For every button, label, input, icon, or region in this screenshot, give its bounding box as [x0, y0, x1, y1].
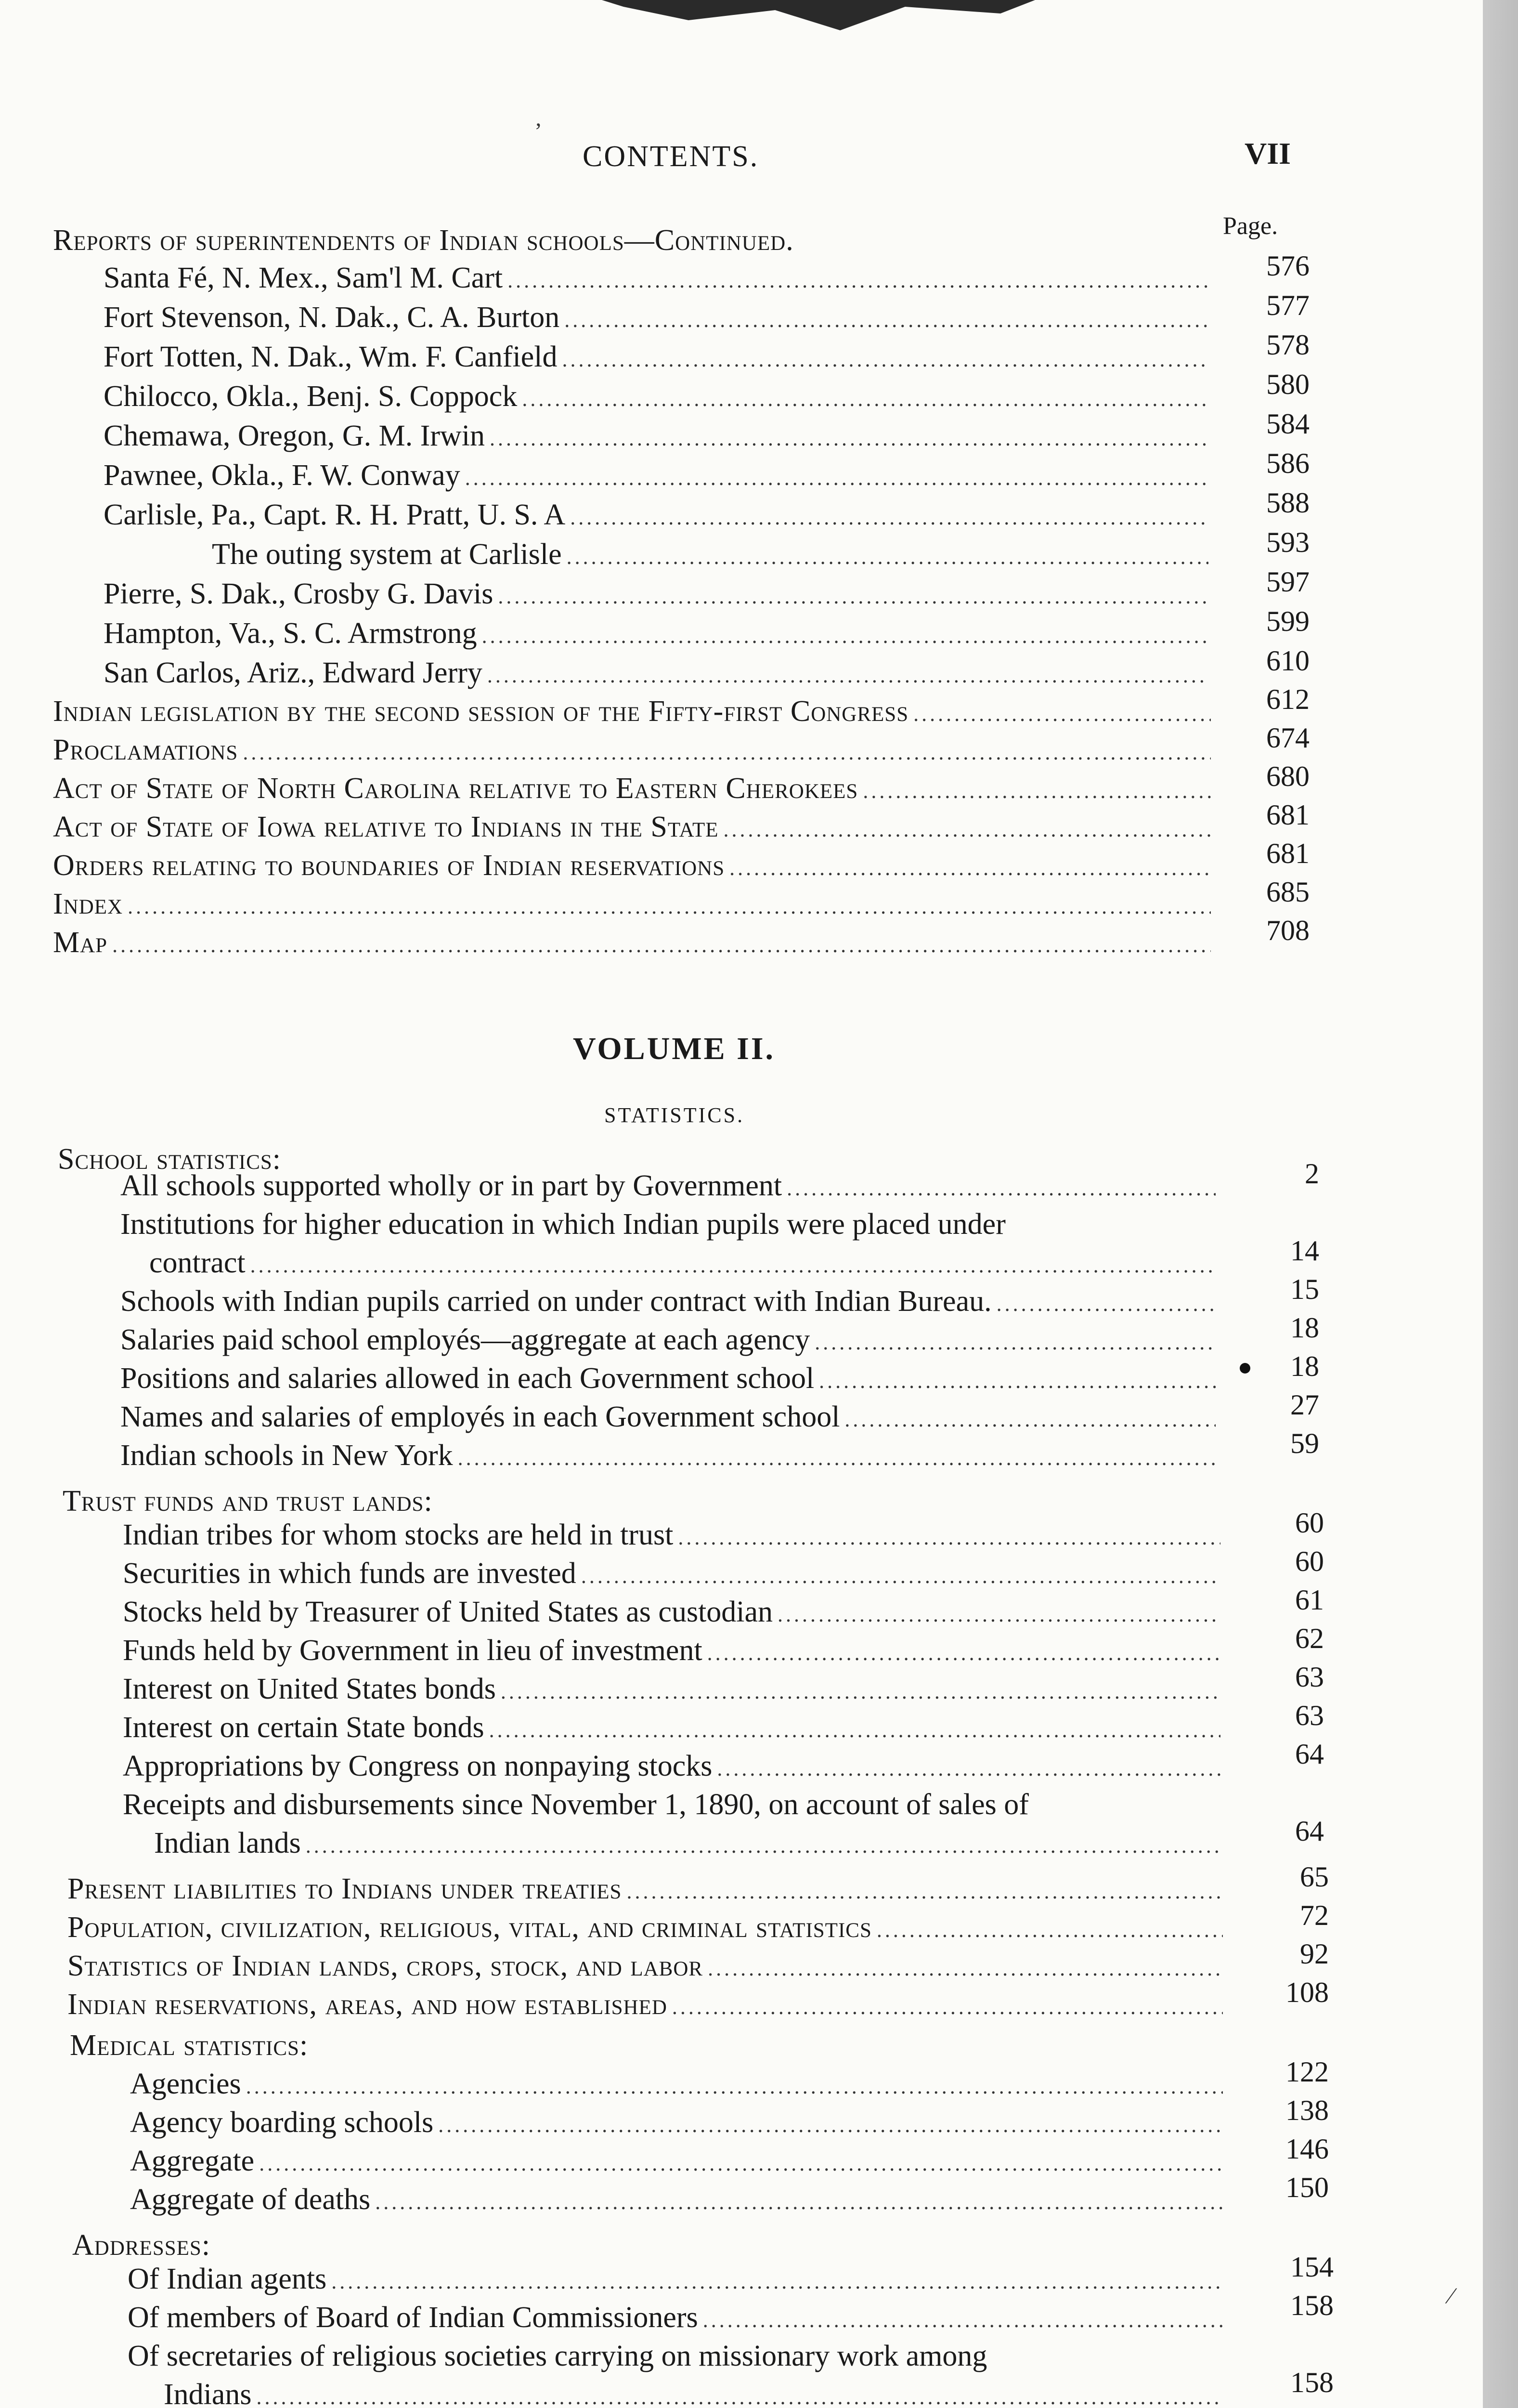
toc-page-number: 593	[1266, 526, 1310, 558]
toc-entry	[104, 300, 1213, 335]
toc-entry	[120, 1438, 1220, 1473]
toc-page-number: 681	[1266, 838, 1310, 869]
dot-leader	[678, 1525, 1220, 1551]
dot-leader	[246, 2074, 1223, 2100]
ink-mark: ’	[534, 118, 542, 144]
dot-leader	[570, 505, 1208, 531]
toc-page-number: 612	[1266, 683, 1310, 715]
dot-leader	[259, 2151, 1223, 2177]
dot-leader	[723, 817, 1211, 843]
toc-entry-label: Interest on certain State bonds	[123, 1711, 484, 1744]
dot-leader	[562, 347, 1208, 373]
dot-leader	[498, 584, 1208, 610]
dot-leader	[708, 1956, 1223, 1982]
toc-page-number: 14	[1290, 1235, 1319, 1267]
toc-page-number: 586	[1266, 447, 1310, 479]
toc-entry-label: Fort Stevenson, N. Dak., C. A. Burton	[104, 301, 560, 334]
toc-entry-label: Of members of Board of Indian Commissioners	[128, 2301, 698, 2334]
toc-entry-label: Aggregate of deaths	[130, 2183, 371, 2216]
section-heading-trust: Trust funds and trust lands:	[63, 1485, 433, 1518]
page-edge-shadow	[1483, 0, 1518, 2408]
toc-entry-label: Act of State of North Carolina relative to Eastern Cherokees	[53, 772, 858, 805]
toc-entry-label: San Carlos, Ariz., Edward Jerry	[104, 656, 482, 689]
toc-entry-label: Indian reservations, areas, and how established	[67, 1988, 667, 2021]
toc-page-number: 708	[1266, 915, 1310, 946]
toc-entry-label: Interest on United States bonds	[123, 1673, 496, 1705]
toc-page-number: 61	[1295, 1584, 1324, 1616]
toc-entry	[128, 2338, 1261, 2374]
toc-entry	[128, 2300, 1228, 2335]
toc-page-number: 610	[1266, 645, 1310, 677]
toc-entry	[104, 260, 1213, 296]
toc-page-number: 597	[1266, 566, 1310, 598]
toc-entry-label: Population, civilization, religious, vital, and criminal statistics	[67, 1911, 872, 1944]
toc-entry-label: Index	[53, 888, 123, 920]
toc-entry	[104, 655, 1213, 691]
toc-entry-label: Funds held by Government in lieu of investment	[123, 1634, 702, 1667]
toc-page-number: 584	[1266, 408, 1310, 440]
toc-page-number: 158	[1290, 2290, 1334, 2321]
toc-entry-label: Santa Fé, N. Mex., Sam'l M. Cart	[104, 262, 503, 294]
dot-leader	[581, 1564, 1220, 1589]
toc-entry	[104, 418, 1213, 454]
toc-page-number: 60	[1295, 1545, 1324, 1577]
running-head: CONTENTS.	[583, 140, 759, 173]
dot-leader	[997, 1292, 1216, 1317]
toc-page-number: 588	[1266, 487, 1310, 519]
toc-page-number: 122	[1285, 2056, 1329, 2088]
toc-page-number: 72	[1300, 1899, 1329, 1931]
toc-entry-label: Hampton, Va., S. C. Armstrong	[104, 617, 477, 650]
dot-leader	[913, 702, 1211, 727]
toc-page-number: 18	[1290, 1312, 1319, 1344]
toc-entry-label: Securities in which funds are invested	[123, 1557, 576, 1590]
toc-entry-label: Agencies	[130, 2068, 241, 2100]
toc-entry-label: Statistics of Indian lands, crops, stock, and labor	[67, 1950, 703, 1982]
dot-leader	[717, 1756, 1220, 1782]
page-column-label: Page.	[1223, 212, 1278, 240]
dot-leader	[819, 1369, 1216, 1394]
toc-entry-label: Schools with Indian pupils carried on under contract with Indian Bureau.	[120, 1285, 992, 1318]
dot-leader	[487, 663, 1208, 689]
toc-entry	[164, 2377, 1228, 2408]
statistics-subtitle: STATISTICS.	[604, 1103, 745, 1127]
dot-leader	[626, 1879, 1223, 1905]
toc-entry-label: Indian schools in New York	[120, 1439, 453, 1472]
toc-entry	[130, 2182, 1228, 2217]
toc-entry-label: contract	[149, 1246, 246, 1279]
toc-page-number: 2	[1305, 1158, 1319, 1190]
toc-entry-label: Chemawa, Oregon, G. M. Irwin	[104, 419, 485, 452]
dot-leader	[489, 1718, 1220, 1743]
section-heading-reports: Reports of superintendents of Indian schools—Continued.	[53, 224, 794, 257]
toc-entry	[53, 886, 1216, 922]
toc-entry	[123, 1748, 1225, 1784]
toc-page-number: 580	[1266, 368, 1310, 400]
dot-leader	[672, 1995, 1223, 2020]
toc-page-number: 599	[1266, 605, 1310, 637]
toc-entry	[120, 1168, 1220, 1204]
toc-entry-label: Carlisle, Pa., Capt. R. H. Pratt, U. S. A	[104, 498, 566, 531]
toc-page-number: 576	[1266, 250, 1310, 282]
toc-entry	[123, 1710, 1225, 1745]
dot-leader	[482, 624, 1208, 649]
toc-entry-label: Pawnee, Okla., F. W. Conway	[104, 459, 460, 492]
dot-leader	[375, 2190, 1223, 2215]
page-folio: VII	[1245, 136, 1291, 170]
dot-leader	[250, 1253, 1216, 1279]
toc-entry	[123, 1671, 1225, 1707]
toc-entry-label: Act of State of Iowa relative to Indians in the State	[53, 811, 719, 843]
toc-page-number: 15	[1290, 1273, 1319, 1305]
toc-entry	[212, 537, 1213, 572]
toc-page-number: 59	[1290, 1427, 1319, 1459]
volume-title: VOLUME II.	[573, 1031, 776, 1066]
toc-entry-label: Indians	[164, 2378, 252, 2408]
dot-leader	[707, 1641, 1220, 1666]
toc-entry-label: All schools supported wholly or in part by Government	[120, 1169, 782, 1202]
toc-entry	[104, 339, 1213, 375]
dot-leader	[438, 2113, 1223, 2138]
toc-page-number: 63	[1295, 1661, 1324, 1693]
toc-entry-label: Agency boarding schools	[130, 2106, 434, 2139]
toc-entry-label: Of Indian agents	[128, 2263, 327, 2295]
toc-page-number: 27	[1290, 1389, 1319, 1421]
toc-page-number: 154	[1290, 2251, 1334, 2283]
toc-entry-label: Appropriations by Congress on nonpaying stocks	[123, 1750, 713, 1782]
toc-page-number: 680	[1266, 760, 1310, 792]
toc-page-number: 64	[1295, 1738, 1324, 1770]
toc-entry	[104, 576, 1213, 612]
toc-page-number: 158	[1290, 2367, 1334, 2398]
toc-entry	[53, 809, 1216, 845]
toc-entry	[53, 925, 1216, 960]
dot-leader	[112, 933, 1211, 958]
toc-entry	[67, 1910, 1228, 1945]
toc-page-number: 578	[1266, 329, 1310, 361]
toc-page-number: 62	[1295, 1623, 1324, 1654]
toc-page-number: 60	[1295, 1507, 1324, 1539]
toc-entry	[154, 1825, 1225, 1861]
section-heading-school-stats: School statistics:	[58, 1143, 282, 1176]
toc-entry-label: Salaries paid school employés—aggregate at each agency	[120, 1323, 810, 1356]
toc-entry	[104, 458, 1213, 493]
toc-entry	[123, 1787, 1261, 1822]
toc-entry	[130, 2105, 1228, 2140]
toc-page-number: 64	[1295, 1815, 1324, 1847]
toc-entry-label: Indian tribes for whom stocks are held in trust	[123, 1518, 674, 1551]
dot-leader	[243, 740, 1211, 766]
toc-entry-label: Proclamations	[53, 733, 238, 766]
toc-entry	[120, 1206, 1261, 1242]
toc-entry	[104, 497, 1213, 533]
dot-leader	[564, 308, 1208, 333]
toc-entry-label: Indian lands	[154, 1827, 301, 1859]
toc-page-number: 138	[1285, 2094, 1329, 2126]
toc-entry	[123, 1594, 1225, 1630]
toc-entry-label: Fort Totten, N. Dak., Wm. F. Canfield	[104, 340, 558, 373]
toc-entry	[130, 2066, 1228, 2102]
dot-leader	[458, 1446, 1216, 1471]
dot-leader	[306, 1833, 1220, 1859]
toc-entry-label: Map	[53, 926, 108, 959]
toc-entry	[67, 1987, 1228, 2022]
dot-leader	[501, 1679, 1220, 1705]
toc-entry-label: Orders relating to boundaries of Indian reservations	[53, 849, 725, 882]
toc-entry	[123, 1556, 1225, 1591]
dot-leader	[331, 2269, 1223, 2295]
toc-entry	[130, 2143, 1228, 2179]
toc-entry	[120, 1283, 1220, 1319]
toc-entry-label: Stocks held by Treasurer of United States as custodian	[123, 1596, 773, 1628]
toc-entry-label: Institutions for higher education in which Indian pupils were placed under	[120, 1208, 1006, 1241]
dot-leader	[844, 1407, 1216, 1433]
toc-entry	[53, 848, 1216, 883]
toc-entry	[128, 2261, 1228, 2297]
dot-leader	[863, 779, 1211, 804]
section-heading-addresses: Addresses:	[72, 2229, 211, 2262]
page-header	[0, 136, 1483, 188]
dot-leader	[703, 2308, 1223, 2333]
ink-mark	[1240, 1363, 1250, 1374]
dot-leader	[787, 1176, 1216, 1202]
toc-entry-label: Present liabilities to Indians under treaties	[67, 1872, 622, 1905]
dot-leader	[128, 894, 1211, 920]
toc-entry	[123, 1633, 1225, 1668]
toc-entry	[53, 771, 1216, 806]
toc-page-number: 681	[1266, 799, 1310, 831]
dot-leader	[778, 1602, 1220, 1628]
toc-page-number: 18	[1290, 1350, 1319, 1382]
toc-page-number: 146	[1285, 2133, 1329, 2165]
toc-entry-label: Indian legislation by the second session of the Fifty-first Congress	[53, 695, 909, 728]
dot-leader	[567, 545, 1208, 570]
section-heading-medical: Medical statistics:	[70, 2029, 309, 2062]
toc-entry	[120, 1361, 1220, 1396]
toc-page-number: 92	[1300, 1938, 1329, 1970]
dot-leader	[507, 268, 1208, 294]
toc-entry	[53, 732, 1216, 768]
torn-edge	[602, 0, 1035, 34]
toc-entry	[104, 379, 1213, 414]
toc-entry	[120, 1322, 1220, 1358]
ink-mark: ⁄	[1449, 2283, 1453, 2309]
toc-entry	[67, 1948, 1228, 1984]
toc-entry	[67, 1871, 1228, 1907]
toc-entry-label: The outing system at Carlisle	[212, 538, 562, 571]
toc-page-number: 577	[1266, 289, 1310, 321]
toc-page-number: 674	[1266, 722, 1310, 754]
toc-entry-label: Of secretaries of religious societies carrying on missionary work among	[128, 2340, 987, 2372]
toc-entry	[149, 1245, 1220, 1281]
toc-page-number: 150	[1285, 2172, 1329, 2203]
dot-leader	[729, 856, 1211, 881]
toc-entry-label: Positions and salaries allowed in each Government school	[120, 1362, 815, 1395]
toc-entry-label: Receipts and disbursements since November 1, 1890, on account of sales of	[123, 1788, 1029, 1821]
dot-leader	[522, 387, 1208, 412]
dot-leader	[465, 466, 1208, 491]
toc-entry	[120, 1399, 1220, 1435]
toc-entry	[123, 1517, 1225, 1553]
toc-page-number: 63	[1295, 1700, 1324, 1731]
dot-leader	[490, 426, 1208, 452]
dot-leader	[257, 2385, 1223, 2408]
toc-entry-label: Pierre, S. Dak., Crosby G. Davis	[104, 577, 493, 610]
toc-page-number: 108	[1285, 1976, 1329, 2008]
dot-leader	[815, 1330, 1216, 1356]
dot-leader	[877, 1918, 1223, 1943]
toc-entry	[53, 694, 1216, 729]
toc-entry	[104, 615, 1213, 651]
toc-page-number: 65	[1300, 1861, 1329, 1893]
toc-page-number: 685	[1266, 876, 1310, 908]
toc-entry-label: Aggregate	[130, 2145, 255, 2177]
toc-entry-label: Chilocco, Okla., Benj. S. Coppock	[104, 380, 518, 413]
toc-entry-label: Names and salaries of employés in each Government school	[120, 1400, 840, 1433]
